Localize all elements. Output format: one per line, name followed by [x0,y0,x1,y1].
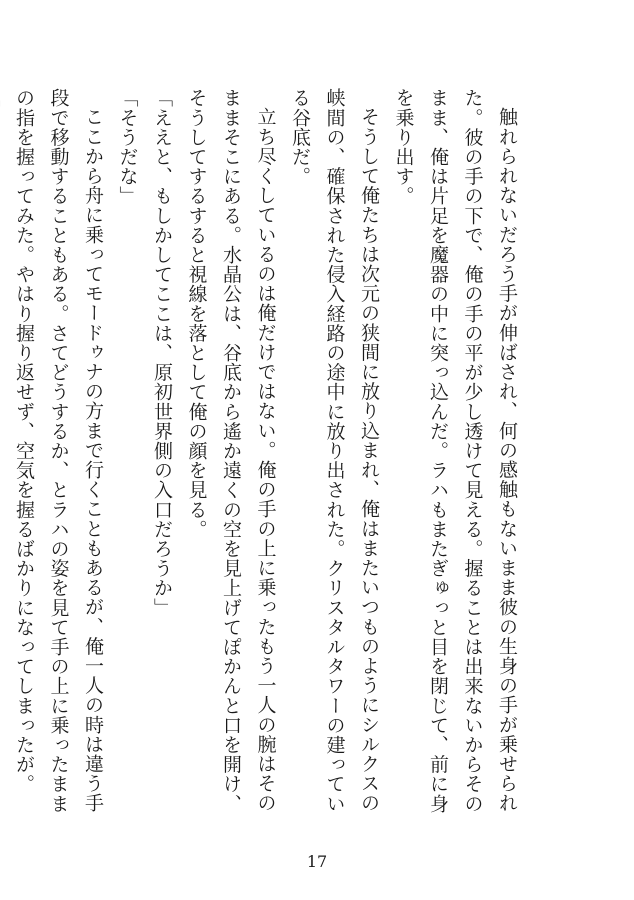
dialogue-line: 「ええと、もしかしてここは、原初世界側の入口だろうか」 [151,88,173,618]
paragraph: ここから舟に乗ってモードゥナの方まで行くこともあるが、俺一人の時は違う手段で移動することもある。さてどうするか、とラハの姿を見て手の上に乗ったままの指を握ってみた。やはり握り返せず、空気を握るばかりになってしまったが。 [13,88,104,814]
dialogue-line: 「そうだな」 [116,88,139,206]
vertical-body-text [13,88,524,830]
dialogue-line [0,88,7,830]
page-number: 17 [306,852,328,871]
paragraph: そうして俺たちは次元の狭間に放り込まれ、俺はまたいつものようにシルクスの峡間の、確保された侵入経路の途中に放り出された。クリスタルタワーの建っている谷底だ。 [289,88,380,814]
paragraph: 立ち尽くしているのは俺だけではない。俺の手の上に乗ったもう一人の腕はそのままそこにある。水晶公は、谷底から遙か遠くの空を見上げてぽかんと口を開け、そうしてするすると視線を落として俺の顔を見る。 [185,88,277,814]
paragraph: 触れられないだろう手が伸ばされ、何の感触もないまま彼の生身の手が乗せられた。彼の手の下で、俺の手の平が少し透けて見える。握ることは出来ないからそのまま、俺は片足を魔器の中に突っ込んだ。ラハもまたぎゅっと目を閉じて、前に身を乗り出す。 [392,88,518,814]
